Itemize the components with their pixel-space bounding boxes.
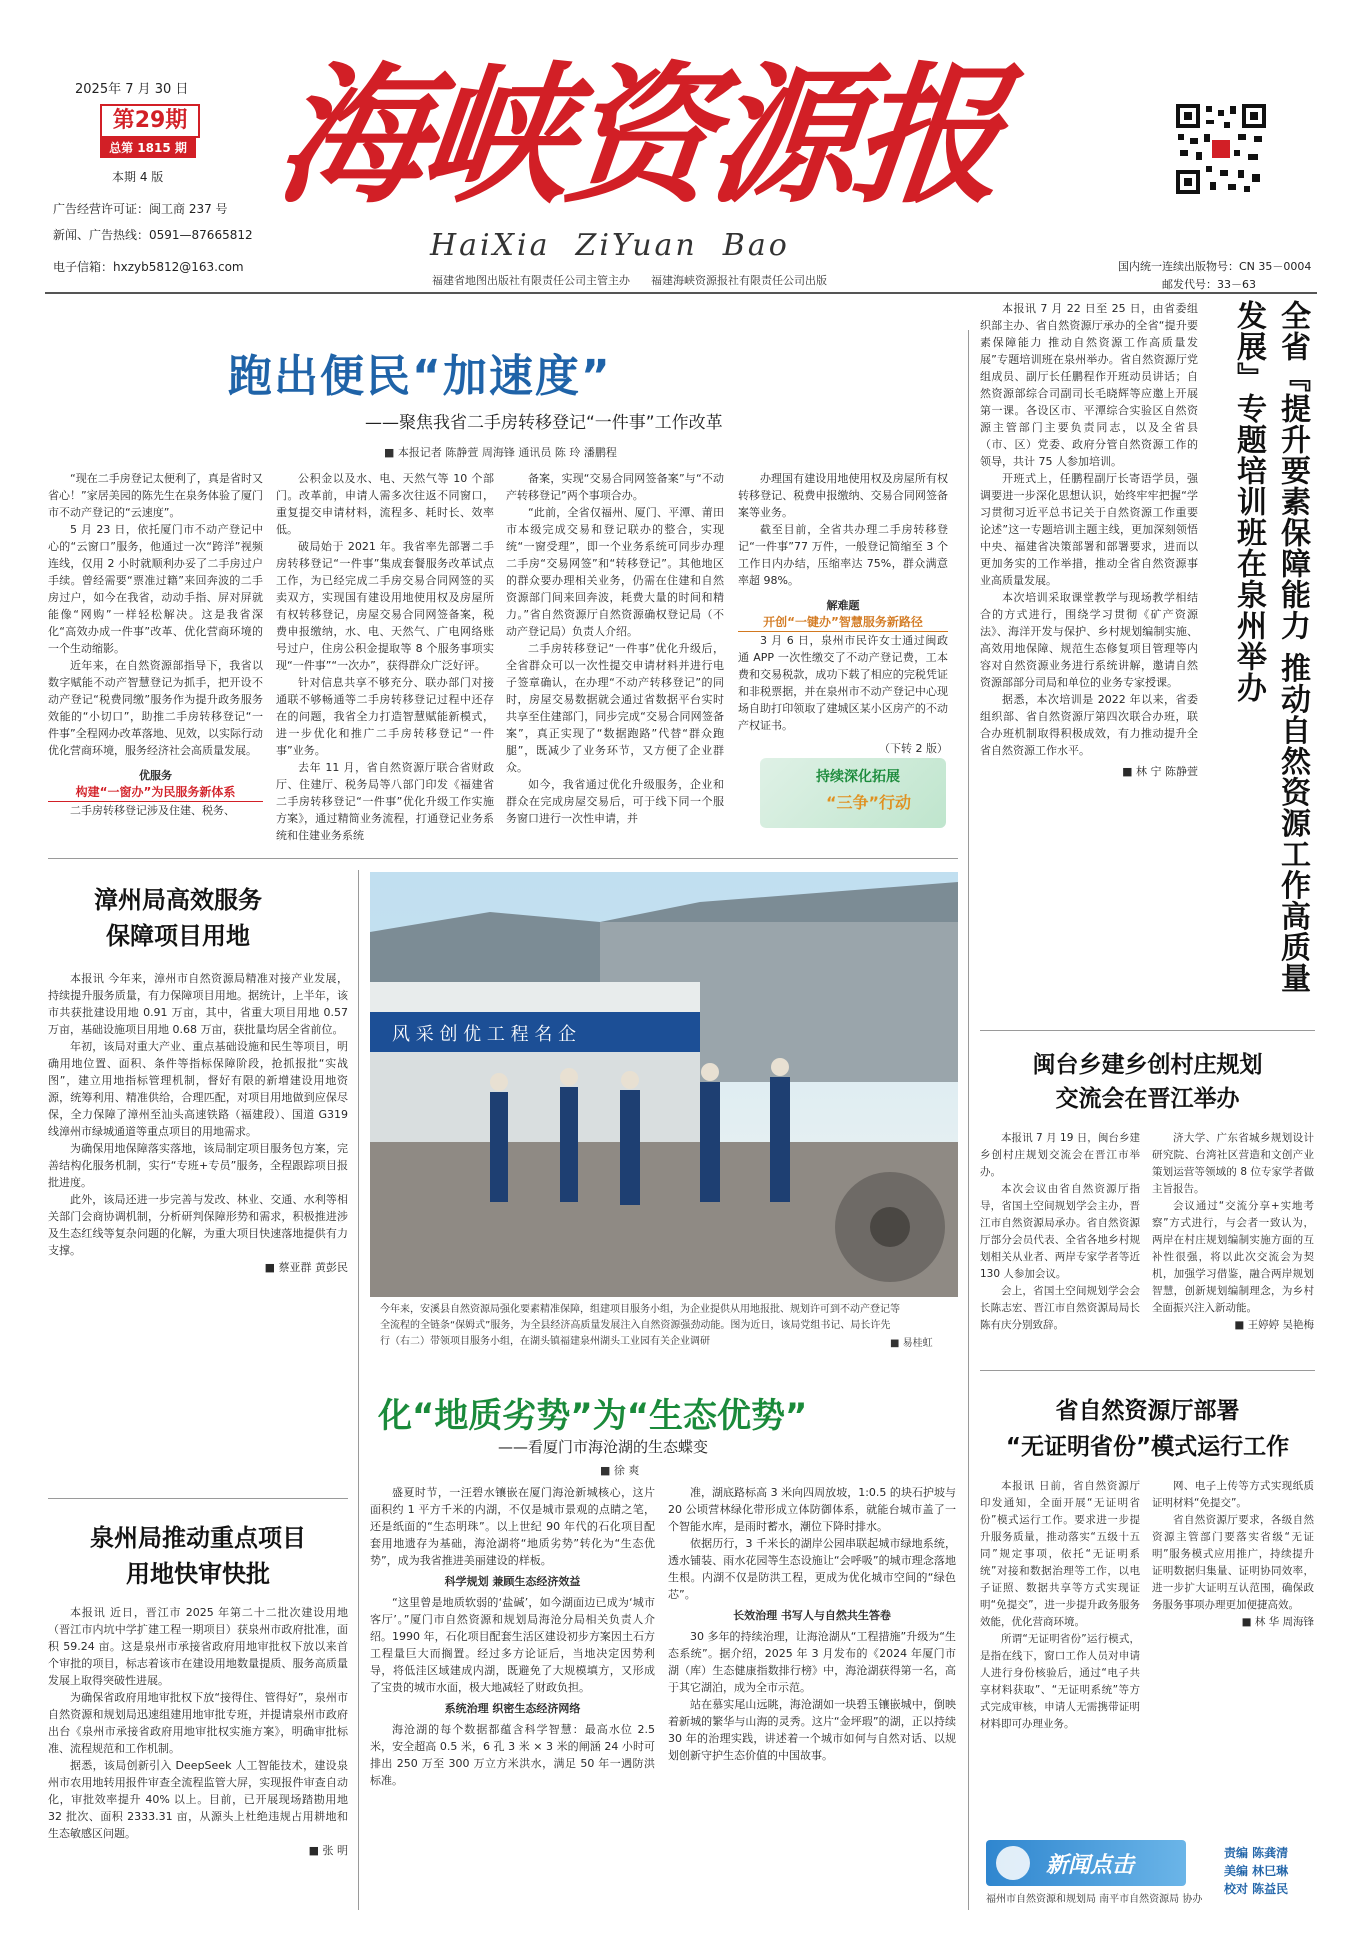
lead-col-4 (738, 470, 948, 757)
section-divider (980, 1370, 1315, 1371)
quanzhou-headline-2: 用地快审快批 (126, 1560, 270, 1588)
banner-line-2: “三争”行动 (826, 793, 912, 812)
edition-note: 本期 4 版 (112, 170, 164, 184)
paragraph: 本次培训采取课堂教学与现场教学相结合的方式进行，围绕学习贯彻《矿产资源法》、海洋开发与保护、乡村规划编制实施、高效用地保障、规范生态修复项目管理等内容对自然资源业务进行系统讲解，邀请自然资源部部分司局和单位的业务专家授课。 (980, 591, 1198, 689)
paragraph: 为确保用地保障落实落地，该局制定项目服务包方案，完善结构化服务机制，实行“专班+专员”服务，全程跟踪项目报批进度。 (48, 1142, 348, 1189)
paragraph: 截至目前，全省共办理二手房转移登记“一件事”77 万件，一般登记简缩至 3 个工作日内办结，压缩率达 75%，群众满意率超 98%。 (738, 523, 948, 587)
news-click-label: 新闻点击 (1046, 1852, 1135, 1878)
zhengming-headline-1: 省自然资源厅部署 (1055, 1398, 1240, 1424)
lead-col-1 (48, 470, 263, 819)
mintai-headline-1: 闽台乡建乡创村庄规划 (1032, 1052, 1263, 1078)
email: 电子信箱：hxzyb5812@163.com (53, 260, 244, 274)
sponsor-line: 福建省地图出版社有限责任公司主管主办 福建海峡资源报社有限责任公司出版 (432, 274, 827, 287)
news-photo (370, 872, 958, 1297)
paragraph: 据悉，本次培训是 2022 年以来，省委组织部、省自然资源厅第四次联合办班，联合办班机制取得积极成效，有力推动提升全省自然资源工作水平。 (980, 693, 1198, 757)
photo-author: ■ 易桂虹 (890, 1338, 933, 1349)
globe-icon (996, 1846, 1030, 1880)
paragraph: 针对信息共享不够充分、联办部门对接通联不够畅通等二手房转移登记过程中还存在的问题，我省全力打造智慧赋能新模式，进一步优化和推广二手房转移登记“一件事”业务。 (276, 676, 494, 757)
paragraph: 二手房转移登记“一件事”优化升级后，全省群众可以一次性提交申请材料并进行电子签章确认，在办理“不动产转移登记”的同时，房屋交易数据就会通过省数据平台实时共享至住建部门，同步完成“交易合同网签备案”，真正实现了“数据跑路”代替“群众跑腿”，既减少了业务环节，又方便了企业群众。 (506, 642, 724, 774)
mintai-col-1 (980, 1130, 1140, 1334)
lead-col-3 (506, 470, 724, 827)
subhead-title: 开创“一键办”智慧服务新路径 (738, 614, 948, 632)
zhengming-headline-2: “无证明省份”模式运行工作 (1005, 1434, 1290, 1460)
paragraph: 为确保省政府用地审批权下放“接得住、管得好”，泉州市自然资源和规划局迅速组建用地审批专班，并提请泉州市政府出台《泉州市承接省政府用地审批权实施方案》，明确审批标准、流程规范和工作机制。 (48, 1691, 348, 1755)
paragraph: “现在二手房登记太便利了，真是省时又省心！”家居美园的陈先生在泉务体验了厦门市不动产登记的“云速度”。 (48, 472, 263, 519)
quanzhou-headline-1: 泉州局推动重点项目 (90, 1524, 306, 1552)
section-divider (48, 1498, 348, 1499)
paragraph: 办理国有建设用地使用权及房屋所有权转移登记、税费申报缴纳、交易合同网签备案等业务。 (738, 472, 948, 519)
paragraph: 公积金以及水、电、天然气等 10 个部门。改革前，申请人需多次往返不同窗口，重复提交申请材料，流程多、耗时长、效率低。 (276, 472, 494, 536)
mintai-headline-2: 交流会在晋江举办 (1055, 1086, 1240, 1112)
sign-text: 风 采 创 优 工 程 名 企 (392, 1024, 577, 1045)
total-issue: 总第 1815 期 (100, 138, 196, 158)
paragraph: 省自然资源厅要求，各级自然资源主管部门要落实省级“无证明”服务模式应用推广，持续提升证明数据归集量、证明协同效率，进一步扩大证明互认范围，确保政务服务事项办理更加便捷高效。 (1152, 1514, 1314, 1611)
continued-note: （下转 2 版） (879, 742, 948, 755)
issue-date: 2025年 7 月 30 日 (75, 82, 189, 97)
feature-col-1 (370, 1484, 655, 1789)
newspaper-title: 海峡资源报 (268, 48, 1008, 224)
paragraph: 近年来，在自然资源部指导下，我省以数字赋能不动产智慧登记为抓手，把开设不动产登记“税费同缴”服务作为提升政务服务效能的“小切口”，助推二手房转移登记“一件事”全程网办改革落地、见效，以实际行动优化营商环境，服务经济社会高质量发展。 (48, 659, 263, 757)
paragraph: 年初，该局对重大产业、重点基础设施和民生等项目，明确用地位置、面积、条件等指标保障阶段，抢抓报批“实战图”，建立用地指标管理机制，督好有限的新增建设用地资源，统筹利用、精准供给，合理匹配，对项目用地做到应保尽保，全力保障了漳州至汕头高速铁路（福建段）、国道 G319 线漳州市绿城通道等重点项目的用地需求。 (48, 1040, 348, 1138)
quanzhou-body (48, 1604, 348, 1859)
zhengming-col-1 (980, 1478, 1140, 1733)
paragraph: 济大学、广东省城乡规划设计研究院、台湾社区营造和文创产业策划运营等领域的 8 位专家学者做主旨报告。 (1152, 1132, 1314, 1195)
paragraph: 准，湖底路标高 3 米向四周放坡，1:0.5 的块石护坡与 20 公顷营林绿化带形成立体防御体系，就能台城市盖了一个智能水库，是雨时蓄水，潮位下降时排水。 (668, 1486, 956, 1533)
lead-headline: 跑出便民“加速度” (228, 351, 612, 402)
paragraph: 本报讯 日前，省自然资源厅印发通知，全面开展“无证明省份”模式运行工作。要求进一步提升服务质量，推动落实“五级十五同”规定事项，依托“无证明系统”对接和数据治理等工作，以电子证照、数据共享等方式实现证明“免提交”，进一步提升政务服务效能，优化营商环境。 (980, 1480, 1140, 1628)
mintai-col-2 (1152, 1130, 1314, 1334)
paragraph: 5 月 23 日，依托厦门市不动产登记中心的“云窗口”服务，他通过一次“跨洋”视频连线，仅用 2 小时就顺利办妥了二手房过户手续。曾经需要“票准过籍”来回奔波的二手房过户，如今在我省，动动手指、屏对屏就能像“网购”一样轻松解决。这是我省深化“高效办成一件事”改革、优化营商环境的一个生动缩影。 (48, 523, 263, 655)
feature-byline: ■ 徐 爽 (600, 1464, 640, 1477)
lead-subtitle: ——聚焦我省二手房转移登记“一件事”工作改革 (365, 413, 723, 433)
paragraph: “此前，全省仅福州、厦门、平潭、莆田市本级完成交易和登记联办的整合，实现统“一窗受理”，即一个业务系统可同步办理二手房“交易网签”和“转移登记”。其他地区的群众要办理相关业务，仍需在住建和自然资源部门间来回奔波，耗费大量的时间和精力。”省自然资源厅自然资源确权登记局（不动产登记局）负责人介绍。 (506, 506, 724, 638)
author: ■ 蔡亚群 黄彭民 (264, 1261, 348, 1274)
paragraph: 二手房转移登记涉及住建、税务、 (70, 804, 235, 817)
subhead: 系统治理 织密生态经济网络 (444, 1702, 581, 1715)
paragraph: 本报讯 近日，晋江市 2025 年第二十二批次建设用地（晋江市内坑中学扩建工程一期项目）获泉州市政府批准，面积 59.24 亩。这是泉州市承接省政府用地审批权下放以来首个审批的项目，标志着该市在建设用地数量提质、服务高质量发展上取得突破性进展。 (48, 1606, 348, 1687)
subhead: 科学规划 兼顾生态经济效益 (444, 1575, 581, 1588)
paragraph: 站在慕实尾山远眺，海沧湖如一块碧玉镶嵌城中，倒映着新城的繁华与山海的灵秀。这片“金坪瑕”的湖，正以持续 30 年的治理实践，讲述着一个城市如何与自然对话、以规划创新守护生态价值的中国故事。 (668, 1698, 956, 1762)
proof-credit: 校对 陈益民 (1224, 1882, 1289, 1896)
paragraph: 所谓“无证明省份”运行模式，是指在线下，窗口工作人员对申请人进行身份核验后，通过“电子共享材料获取”、“无证明系统”等方式完成审核，申请人无需携带证明材料即可办理业务。 (980, 1633, 1140, 1730)
newspaper-pinyin: HaiXia ZiYuan Bao (430, 228, 790, 263)
editor-credit: 责编 陈龚清 (1224, 1846, 1289, 1860)
paragraph: 海沧湖的每个数据都蕴含科学智慧：最高水位 2.5 米，安全超高 0.5 米，6 孔 3 米 × 3 米的闸涵 24 小时可排出 250 万至 300 万立方米洪水，满足 50 年一遇防洪标准。 (370, 1723, 655, 1787)
column-divider (358, 870, 359, 1910)
paragraph: 据悉，该局创新引入 DeepSeek 人工智能技术，建设泉州市农用地转用报件审查全流程监管大屏，实现报件审查自动化，审批效率提升 40% 以上。目前，已开展现场踏勘用地 32 批次、面积 2333.31 亩，从源头上杜绝违规占用耕地和生态敏感区问题。 (48, 1759, 348, 1840)
subhead-label: 解难题 (826, 599, 860, 612)
paragraph: 此外，该局还进一步完善与发改、林业、交通、水利等相关部门会商协调机制，分析研判保障形势和需求，积极推进涉及生态红线等复杂问题的化解，为重大项目快速落地提供有力支撑。 (48, 1193, 348, 1257)
subhead: 长效治理 书写人与自然共生答卷 (733, 1609, 891, 1622)
paragraph: 开班式上，任鹏程副厅长寄语学员，强调要进一步深化思想认识，始终牢牢把握“学习贯彻习近平总书记关于自然资源工作重要论述”这一专题培训主题主线，更加深刻领悟中央、福建省决策部署和部署要求，进而以更加务实的工作举措，推动全省自然资源事业高质量发展。 (980, 472, 1198, 587)
campaign-banner (760, 758, 946, 828)
paragraph: 本报讯 7 月 19 日，闽台乡建乡创村庄规划交流会在晋江市举办。 (980, 1132, 1140, 1178)
subhead-label: 优服务 (139, 769, 172, 782)
feature-col-2 (668, 1484, 956, 1764)
author: ■ 林 宁 陈静萱 (1122, 765, 1198, 778)
masthead-rule (45, 292, 1317, 294)
feature-headline: 化“地质劣势”为“生态优势” (378, 1396, 808, 1436)
qr-code-icon (1176, 104, 1266, 194)
paragraph: 3 月 6 日，泉州市民许女士通过闽政通 APP 一次性缴交了不动产登记费，工本费和交易税款，成功下载了相应的完税凭证和非税票据，并在泉州市不动产登记中心现场自助打印领取了建城区某小区房产的不动产权证书。 (738, 634, 948, 732)
section-divider (980, 1030, 1315, 1031)
author: ■ 林 华 周海锋 (1241, 1616, 1314, 1628)
paragraph: 如今，我省通过优化升级服务，企业和群众在完成房屋交易后，可于线下同一个服务窗口进行一次性申请，并 (506, 778, 724, 825)
paragraph: 30 多年的持续治理，让海沧湖从“工程措施”升级为“生态系统”。据介绍，2025 年 3 月发布的《2024 年厦门市湖（库）生态健康指数排行榜》中，海沧湖获得第一名，高于其它湖泊，成为全市示范。 (668, 1630, 956, 1694)
paragraph: 本报讯 今年来，漳州市自然资源局精准对接产业发展，持续提升服务质量，有力保障项目用地。据统计，上半年，该市共获批建设用地 0.91 万亩，其中，省重大项目用地 0.57 万亩，基础设施项目用地 0.68 万亩，获批量均居全省前位。 (48, 972, 348, 1036)
cn-number: 国内统一连续出版物号：CN 35－0004 (1118, 260, 1312, 273)
paragraph: 本报讯 7 月 22 日至 25 日，由省委组织部主办、省自然资源厅承办的全省“提升要素保障能力 推动自然资源工作高质量发展”专题培训班在泉州举办。省自然资源厅党组成员、副厅长任鹏程作开班动员讲话；自然资源部综合司副司长毛晓辉等应邀上开展第一课。各设区市、平潭综合实验区自然资源主管部门主要负责同志，以及全省县（市、区）党委、政府分管自然资源工作的领导，共计 75 人参加培训。 (980, 302, 1198, 468)
paragraph: 会上，省国土空间规划学会会长陈志宏、晋江市自然资源局局长陈有庆分别致辞。 (980, 1285, 1140, 1331)
feature-subtitle: ——看厦门市海沧湖的生态蝶变 (498, 1438, 709, 1456)
banner-line-1: 持续深化拓展 (816, 769, 900, 785)
paragraph: 会议通过“交流分享+实地考察”方式进行，与会者一致认为，两岸在村庄规划编制实施方面的互补性很强，将以此次交流会为契机，加强学习借鉴，融合两岸规划智慧，创新规划编制理念，为乡村全面振兴注入新动能。 (1152, 1200, 1314, 1314)
lead-byline: ■ 本报记者 陈静萱 周海锋 通讯员 陈 玲 潘鹏程 (384, 446, 617, 459)
photo-caption: 今年来，安溪县自然资源局强化要素精准保障，组建项目服务小组，为企业提供从用地报批、规划许可到不动产登记等全流程的全链条“保姆式”服务，为全县经济高质量发展注入自然资源强劲动能。图为近日，该局党组书记、局长许先行（右二）带领项目服务小组，在湖头镇福建泉州湖头工业园有关企业调研 (380, 1304, 900, 1347)
zhangzhou-body (48, 970, 348, 1276)
zhengming-col-2 (1152, 1478, 1314, 1631)
paragraph: 依据历行，3 千米长的湖岸公园串联起城市绿地系统，透水铺装、雨水花园等生态设施让“会呼吸”的城市理念落地生根。内湖不仅是防洪工程，更成为优化城市空间的“绿色芯”。 (668, 1537, 956, 1601)
issue-number: 第29期 (100, 104, 200, 138)
paragraph: 网、电子上传等方式实现纸质证明材料“免提交”。 (1152, 1480, 1314, 1509)
paragraph: 去年 11 月，省自然资源厅联合省财政厅、住建厅、税务局等八部门印发《福建省二手房转移登记“一件事”优化升级工作实施方案》，通过精简业务流程，打通登记业务系统和住建业务系统 (276, 761, 494, 842)
hotline: 新闻、广告热线：0591—87665812 (53, 228, 253, 242)
right-top-body (980, 300, 1198, 780)
section-divider (48, 858, 958, 859)
zhangzhou-headline-2: 保障项目用地 (106, 922, 250, 950)
paragraph: 本次会议由省自然资源厅指导，省国土空间规划学会主办，晋江市自然资源局承办。省自然资源厅部分会员代表、全省各地乡村规划相关从业者、两岸专家学者等近 130 人参加会议。 (980, 1183, 1140, 1280)
right-top-headline: 全省『提升要素保障能力 推动自然资源工作高质量发展』专题培训班在泉州举办 (1231, 300, 1310, 994)
paragraph: 备案，实现“交易合同网签备案”与“不动产转移登记”两个事项合办。 (506, 472, 724, 502)
ad-license: 广告经营许可证：闽工商 237 号 (53, 202, 228, 216)
news-click-banner (986, 1840, 1186, 1886)
paragraph: 破局始于 2021 年。我省率先部署二手房转移登记“一件事”集成套餐服务改革试点工作，为已经完成二手房交易合同网签的买卖双方，实现国有建设用地使用权及房屋所有权转移登记，房屋交易合同网签备案，税费申报缴纳，水、电、天然气、广电网络账号过户，住房公积金提取等 8 个服务事项实现“一件事”“一次办”，获得群众广泛好评。 (276, 540, 494, 672)
postal-code: 邮发代号：33－63 (1162, 278, 1256, 291)
paragraph: 盛夏时节，一汪碧水镶嵌在厦门海沧新城核心，这片面积约 1 平方千米的内湖，不仅是城市景观的点睛之笔，还是纸面的“生态明珠”。以上世纪 90 年代的石化项目配套用地遗存为基础，海沧湖将“地质劣势”转化为“生态优势”，成为我省推进美丽建设的样板。 (370, 1486, 655, 1567)
zhangzhou-headline-1: 漳州局高效服务 (94, 886, 262, 914)
footer-credits: 福州市自然资源和规划局 南平市自然资源局 协办 (986, 1894, 1203, 1905)
subhead-title: 构建“一窗办”为民服务新体系 (48, 784, 263, 802)
lead-col-2 (276, 470, 494, 844)
author: ■ 王婷婷 吴艳梅 (1234, 1319, 1314, 1331)
column-divider (968, 330, 969, 1910)
designer-credit: 美编 林巳琳 (1224, 1864, 1289, 1878)
paragraph: “这里曾是地质软弱的‘盐碱’，如今湖面边已成为‘城市客厅’。”厦门市自然资源和规划局海沧分局相关负责人介绍。1990 年，石化项目配套生活区建设初步方案因土石方工程量巨大而搁置。经过多方论证后，当地决定因势利导，将低洼区域建成内湖，既避免了大规模填方，又形成了宝贵的城市水面，极大地减轻了财政负担。 (370, 1596, 655, 1694)
author: ■ 张 明 (308, 1844, 348, 1857)
